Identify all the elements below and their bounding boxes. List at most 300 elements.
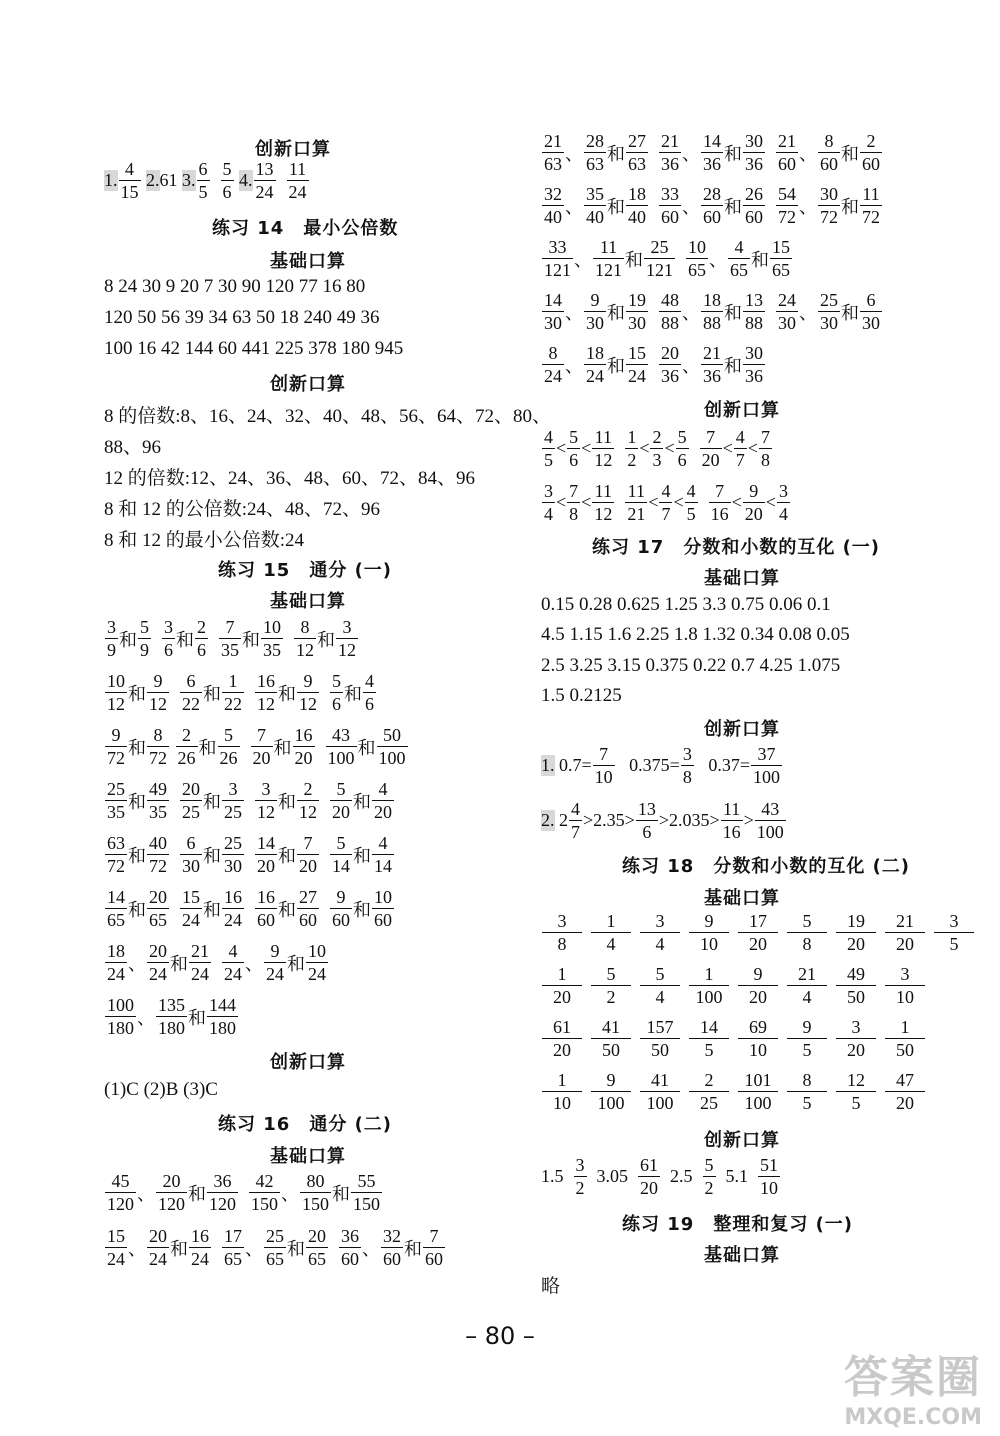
numerator: 69 (738, 1018, 778, 1039)
denominator: 4 (655, 987, 665, 1007)
numerator: 7 (423, 1227, 445, 1248)
inline-text (152, 628, 161, 649)
denominator: 25 (700, 1093, 718, 1113)
numerator: 3 (255, 780, 277, 801)
numerator: 3 (222, 780, 244, 801)
fraction (105, 1172, 136, 1213)
fraction (836, 912, 876, 953)
numerator: 7 (593, 745, 615, 766)
denominator: 14 (374, 856, 392, 876)
denominator: 12 (149, 694, 167, 714)
inline-text (615, 492, 624, 513)
inline-text: 和 (724, 355, 742, 376)
fraction (423, 1227, 445, 1268)
inline-text: < (731, 492, 742, 512)
innovation-14-line: 8 和 12 的公倍数:24、48、72、96 (104, 499, 381, 520)
numerator: 21 (191, 941, 209, 961)
denominator: 12 (338, 640, 356, 660)
inline-text (212, 1237, 221, 1258)
fraction-row (104, 942, 329, 983)
fraction (659, 132, 681, 173)
fraction (700, 428, 722, 469)
numerator: 3 (336, 618, 358, 639)
denominator: 60 (374, 910, 392, 930)
numerator: 13 (255, 159, 274, 179)
numerator: 20 (182, 779, 200, 799)
fraction-row (104, 834, 395, 875)
fraction (542, 185, 564, 226)
numerator: 2 (197, 617, 206, 637)
innovation-17-row (541, 800, 787, 841)
numerator: 49 (149, 779, 167, 799)
denominator: 50 (602, 1040, 620, 1060)
numerator: 33 (542, 238, 573, 259)
fraction (351, 1172, 382, 1213)
denominator: 60 (425, 1249, 443, 1269)
inline-text: < (648, 492, 659, 512)
denominator: 65 (107, 910, 125, 930)
fraction (156, 996, 187, 1037)
fraction (751, 745, 782, 786)
denominator: 5 (544, 450, 553, 470)
fraction (381, 1227, 403, 1268)
denominator: 6 (332, 694, 341, 714)
denominator: 24 (149, 964, 167, 984)
fraction (306, 942, 328, 983)
numerator: 14 (544, 290, 562, 310)
section-title-14: 练习 14 最小公倍数 (212, 218, 399, 239)
basic-17-line: 1.5 0.2125 (541, 685, 622, 706)
denominator: 12 (594, 504, 613, 524)
fraction (105, 1227, 127, 1268)
inline-text: 和 (344, 683, 362, 704)
numerator: 17 (738, 912, 778, 933)
watermark-site: MXQE.COM (844, 1405, 982, 1430)
denominator: 2 (627, 450, 637, 470)
inline-text: 和 (607, 355, 625, 376)
inline-text: 3.05 (587, 1166, 637, 1186)
fraction (147, 888, 169, 929)
fraction (162, 618, 175, 659)
fraction (189, 942, 211, 983)
inline-text (320, 682, 329, 703)
numerator: 4 (686, 481, 696, 501)
fraction-row (541, 291, 883, 332)
fraction (574, 1156, 587, 1197)
heading-basic-15: 基础口算 (270, 591, 346, 612)
denominator: 20 (847, 1040, 865, 1060)
inline-text: > (743, 810, 754, 830)
fraction-grid-row (541, 912, 982, 953)
denominator: 65 (730, 260, 748, 280)
fraction (264, 942, 286, 983)
inline-text (170, 898, 179, 919)
denominator: 12 (299, 802, 317, 822)
heading-innovation-18: 创新口算 (704, 1130, 780, 1151)
fraction (542, 238, 573, 279)
inline-text: 和 (357, 737, 376, 758)
numerator: 3 (682, 744, 692, 764)
inline-text: 和 (119, 629, 137, 650)
numerator: 8 (818, 132, 840, 153)
inline-text: 5.1 (716, 1166, 757, 1186)
numerator: 61 (542, 1018, 582, 1039)
numerator: 21 (544, 131, 562, 151)
fraction (207, 1172, 238, 1213)
inline-text: < (722, 438, 733, 458)
numerator: 20 (149, 941, 167, 961)
fraction (222, 780, 244, 821)
fraction (105, 834, 127, 875)
inline-text (277, 170, 286, 191)
inline-text (649, 301, 658, 322)
section-title-15: 练习 15 通分 (一) (218, 560, 393, 581)
fraction (743, 344, 765, 385)
fraction (180, 888, 202, 929)
fraction (787, 912, 827, 953)
denominator: 40 (628, 207, 646, 227)
inline-text (615, 438, 624, 459)
fraction (542, 428, 555, 469)
denominator: 100 (646, 1093, 674, 1113)
fraction (249, 1172, 280, 1213)
innovation-13-answers (104, 160, 310, 201)
item-number: 2. (146, 170, 160, 190)
denominator: 100 (744, 1093, 772, 1113)
fraction (542, 482, 555, 523)
inline-text: 和 (607, 143, 625, 164)
denominator: 20 (257, 856, 275, 876)
inline-text (316, 736, 325, 757)
inline-text: 和 (128, 899, 146, 920)
fraction (640, 1018, 680, 1059)
fraction (591, 1071, 631, 1112)
numerator: 8 (787, 1071, 827, 1092)
inline-text: 和 (278, 683, 296, 704)
numerator: 15 (772, 237, 790, 257)
denominator: 36 (661, 154, 679, 174)
inline-text: < (664, 438, 675, 458)
fraction (584, 185, 606, 226)
numerator: 6 (198, 159, 208, 179)
inline-text (170, 682, 179, 703)
numerator: 16 (257, 887, 275, 907)
inline-text: 1.5 (541, 1166, 573, 1186)
numerator: 17 (224, 1226, 242, 1246)
fraction (734, 428, 747, 469)
heading-innovation-13: 创新口算 (255, 139, 331, 160)
denominator: 20 (332, 802, 350, 822)
inline-text: 、 (682, 143, 700, 164)
denominator: 6 (677, 450, 687, 470)
numerator: 10 (308, 941, 326, 961)
fraction (147, 834, 169, 875)
numerator: 3 (885, 965, 925, 986)
denominator: 65 (308, 1249, 326, 1269)
denominator: 6 (222, 182, 232, 202)
denominator: 26 (219, 748, 238, 768)
numerator: 2 (689, 1071, 729, 1092)
numerator: 8 (147, 726, 169, 747)
numerator: 11 (592, 482, 614, 503)
fraction-row (541, 132, 883, 173)
numerator: 4 (365, 671, 374, 691)
numerator: 3 (575, 1155, 585, 1175)
denominator: 180 (158, 1018, 185, 1038)
inline-text (320, 790, 329, 811)
fraction (625, 482, 647, 523)
numerator: 144 (209, 995, 236, 1015)
fraction (738, 1071, 778, 1112)
fraction (777, 482, 790, 523)
fraction (147, 780, 169, 821)
denominator: 10 (594, 767, 613, 787)
basic-17-line: 4.5 1.15 1.6 2.25 1.8 1.32 0.34 0.08 0.05 (541, 624, 850, 645)
numerator: 7 (760, 427, 770, 447)
fraction-row (104, 1227, 446, 1268)
denominator: 26 (177, 748, 196, 768)
fraction (626, 291, 648, 332)
numerator: 6 (180, 834, 202, 855)
inline-text (329, 1237, 338, 1258)
numerator: 21 (885, 912, 925, 933)
numerator: 25 (644, 238, 675, 259)
denominator: 72 (107, 856, 125, 876)
fraction (685, 482, 698, 523)
fraction (738, 1018, 778, 1059)
inline-text (676, 248, 685, 269)
numerator: 20 (149, 887, 167, 907)
fraction (686, 238, 708, 279)
numerator: 4 (571, 799, 580, 819)
numerator: 3 (778, 481, 788, 501)
denominator: 121 (646, 260, 673, 280)
inline-text: 和 (287, 953, 305, 974)
denominator: 25 (182, 802, 200, 822)
fraction (860, 291, 882, 332)
numerator: 10 (263, 617, 281, 637)
fraction (650, 428, 663, 469)
numerator: 41 (640, 1071, 680, 1092)
denominator: 20 (749, 934, 767, 954)
fraction (659, 344, 681, 385)
denominator: 20 (749, 987, 767, 1007)
denominator: 100 (752, 767, 780, 787)
denominator: 20 (640, 1178, 658, 1198)
fraction (818, 291, 840, 332)
denominator: 40 (544, 207, 562, 227)
inline-text: 和 (278, 899, 296, 920)
denominator: 3 (652, 450, 662, 470)
denominator: 25 (224, 802, 242, 822)
fraction (567, 428, 580, 469)
fraction (625, 428, 638, 469)
fraction (776, 185, 798, 226)
numerator: 135 (158, 995, 185, 1015)
inline-text (690, 438, 699, 459)
inline-text: 和 (203, 899, 221, 920)
fraction (689, 1018, 729, 1059)
inline-text: 、 (137, 1007, 155, 1028)
fraction (584, 291, 606, 332)
numerator: 20 (308, 1226, 326, 1246)
denominator: 36 (745, 366, 763, 386)
fraction (255, 672, 277, 713)
denominator: 10 (760, 1178, 778, 1198)
inline-text (284, 628, 293, 649)
denominator: 2 (575, 1178, 585, 1198)
fraction (363, 672, 376, 713)
denominator: 40 (586, 207, 604, 227)
fraction (676, 428, 689, 469)
denominator: 30 (182, 856, 200, 876)
numerator: 24 (778, 290, 796, 310)
inline-text: 、 (565, 302, 583, 323)
fraction-row (104, 1172, 383, 1213)
denominator: 35 (221, 640, 239, 660)
fraction-row (541, 185, 883, 226)
fraction (759, 428, 772, 469)
watermark-logo: 答案圈 (844, 1352, 982, 1403)
denominator: 60 (661, 207, 679, 227)
numerator: 25 (820, 290, 838, 310)
numerator: 15 (107, 1226, 125, 1246)
fraction (297, 888, 319, 929)
denominator: 24 (191, 964, 209, 984)
denominator: 24 (191, 1249, 209, 1269)
denominator: 20 (294, 748, 313, 768)
innovation-14-line: 8 和 12 的最小公倍数:24 (104, 530, 305, 551)
denominator: 10 (749, 1040, 767, 1060)
denominator: 14 (332, 856, 350, 876)
innovation-14-line: 88、96 (104, 437, 162, 458)
denominator: 50 (896, 1040, 914, 1060)
fraction (689, 1071, 729, 1112)
numerator: 5 (787, 912, 827, 933)
fraction (701, 291, 723, 332)
numerator: 7 (251, 726, 273, 747)
inline-text: 和 (841, 196, 859, 217)
denominator: 7 (571, 822, 580, 842)
numerator: 63 (107, 833, 125, 853)
heading-basic-18: 基础口算 (704, 888, 780, 909)
page-number: – 80 – (465, 1322, 535, 1350)
inline-text: 2 (554, 810, 568, 830)
fraction (180, 780, 202, 821)
denominator: 72 (862, 207, 880, 227)
denominator: 30 (586, 313, 604, 333)
fraction (180, 672, 202, 713)
denominator: 6 (569, 450, 579, 470)
numerator: 26 (745, 184, 763, 204)
denominator: 88 (661, 313, 679, 333)
denominator: 63 (586, 154, 604, 174)
denominator: 100 (756, 822, 784, 842)
fraction (138, 618, 151, 659)
denominator: 5 (704, 1040, 714, 1060)
numerator: 14 (107, 887, 125, 907)
inline-text: 和 (841, 143, 859, 164)
denominator: 30 (778, 313, 796, 333)
fraction (180, 834, 202, 875)
item-number: 1. (541, 755, 555, 775)
denominator: 24 (586, 366, 604, 386)
fraction (885, 965, 925, 1006)
fraction (626, 132, 648, 173)
fraction (567, 482, 580, 523)
numerator: 42 (249, 1172, 280, 1193)
numerator: 27 (628, 131, 646, 151)
fraction (330, 834, 352, 875)
denominator: 5 (802, 1040, 812, 1060)
numerator: 9 (743, 482, 765, 503)
denominator: 24 (255, 182, 274, 202)
heading-basic-17: 基础口算 (704, 568, 780, 589)
fraction (542, 1018, 582, 1059)
fraction (105, 780, 127, 821)
numerator: 11 (860, 185, 882, 206)
numerator: 1 (542, 1071, 582, 1092)
fraction (156, 1172, 187, 1213)
denominator: 65 (266, 1249, 284, 1269)
fraction (147, 1227, 169, 1268)
denominator: 4 (778, 504, 788, 524)
numerator: 16 (257, 671, 275, 691)
inline-text: >2.35> (583, 810, 635, 830)
fraction (287, 160, 309, 201)
numerator: 5 (330, 780, 352, 801)
numerator: 41 (591, 1018, 631, 1039)
inline-text (170, 736, 175, 757)
inline-text: 、 (799, 196, 817, 217)
denominator: 20 (896, 1093, 914, 1113)
fraction (701, 185, 723, 226)
numerator: 21 (787, 965, 827, 986)
fraction (197, 160, 210, 201)
denominator: 10 (553, 1093, 571, 1113)
numerator: 3 (542, 912, 582, 933)
fraction (372, 888, 394, 929)
denominator: 120 (209, 1194, 236, 1214)
denominator: 6 (197, 640, 206, 660)
numerator: 16 (191, 1226, 209, 1246)
fraction (626, 344, 648, 385)
numerator: 2 (176, 726, 198, 747)
numerator: 40 (149, 833, 167, 853)
numerator: 9 (297, 672, 319, 693)
inline-text: < (581, 492, 592, 512)
numerator: 15 (182, 887, 200, 907)
inline-text: 和 (242, 629, 260, 650)
fraction (659, 482, 672, 523)
fraction (728, 238, 750, 279)
denominator: 60 (820, 154, 838, 174)
numerator: 10 (688, 237, 706, 257)
inline-text: 和 (724, 302, 742, 323)
denominator: 24 (182, 910, 200, 930)
denominator: 24 (224, 964, 242, 984)
inline-text: 、 (799, 302, 817, 323)
fraction-row (104, 618, 359, 659)
numerator: 9 (584, 291, 606, 312)
fraction (584, 132, 606, 173)
numerator: 5 (140, 617, 149, 637)
numerator: 9 (689, 912, 729, 933)
denominator: 5 (802, 1093, 812, 1113)
numerator: 9 (330, 888, 352, 909)
numerator: 20 (149, 1226, 167, 1246)
inline-text: 和 (625, 249, 643, 270)
